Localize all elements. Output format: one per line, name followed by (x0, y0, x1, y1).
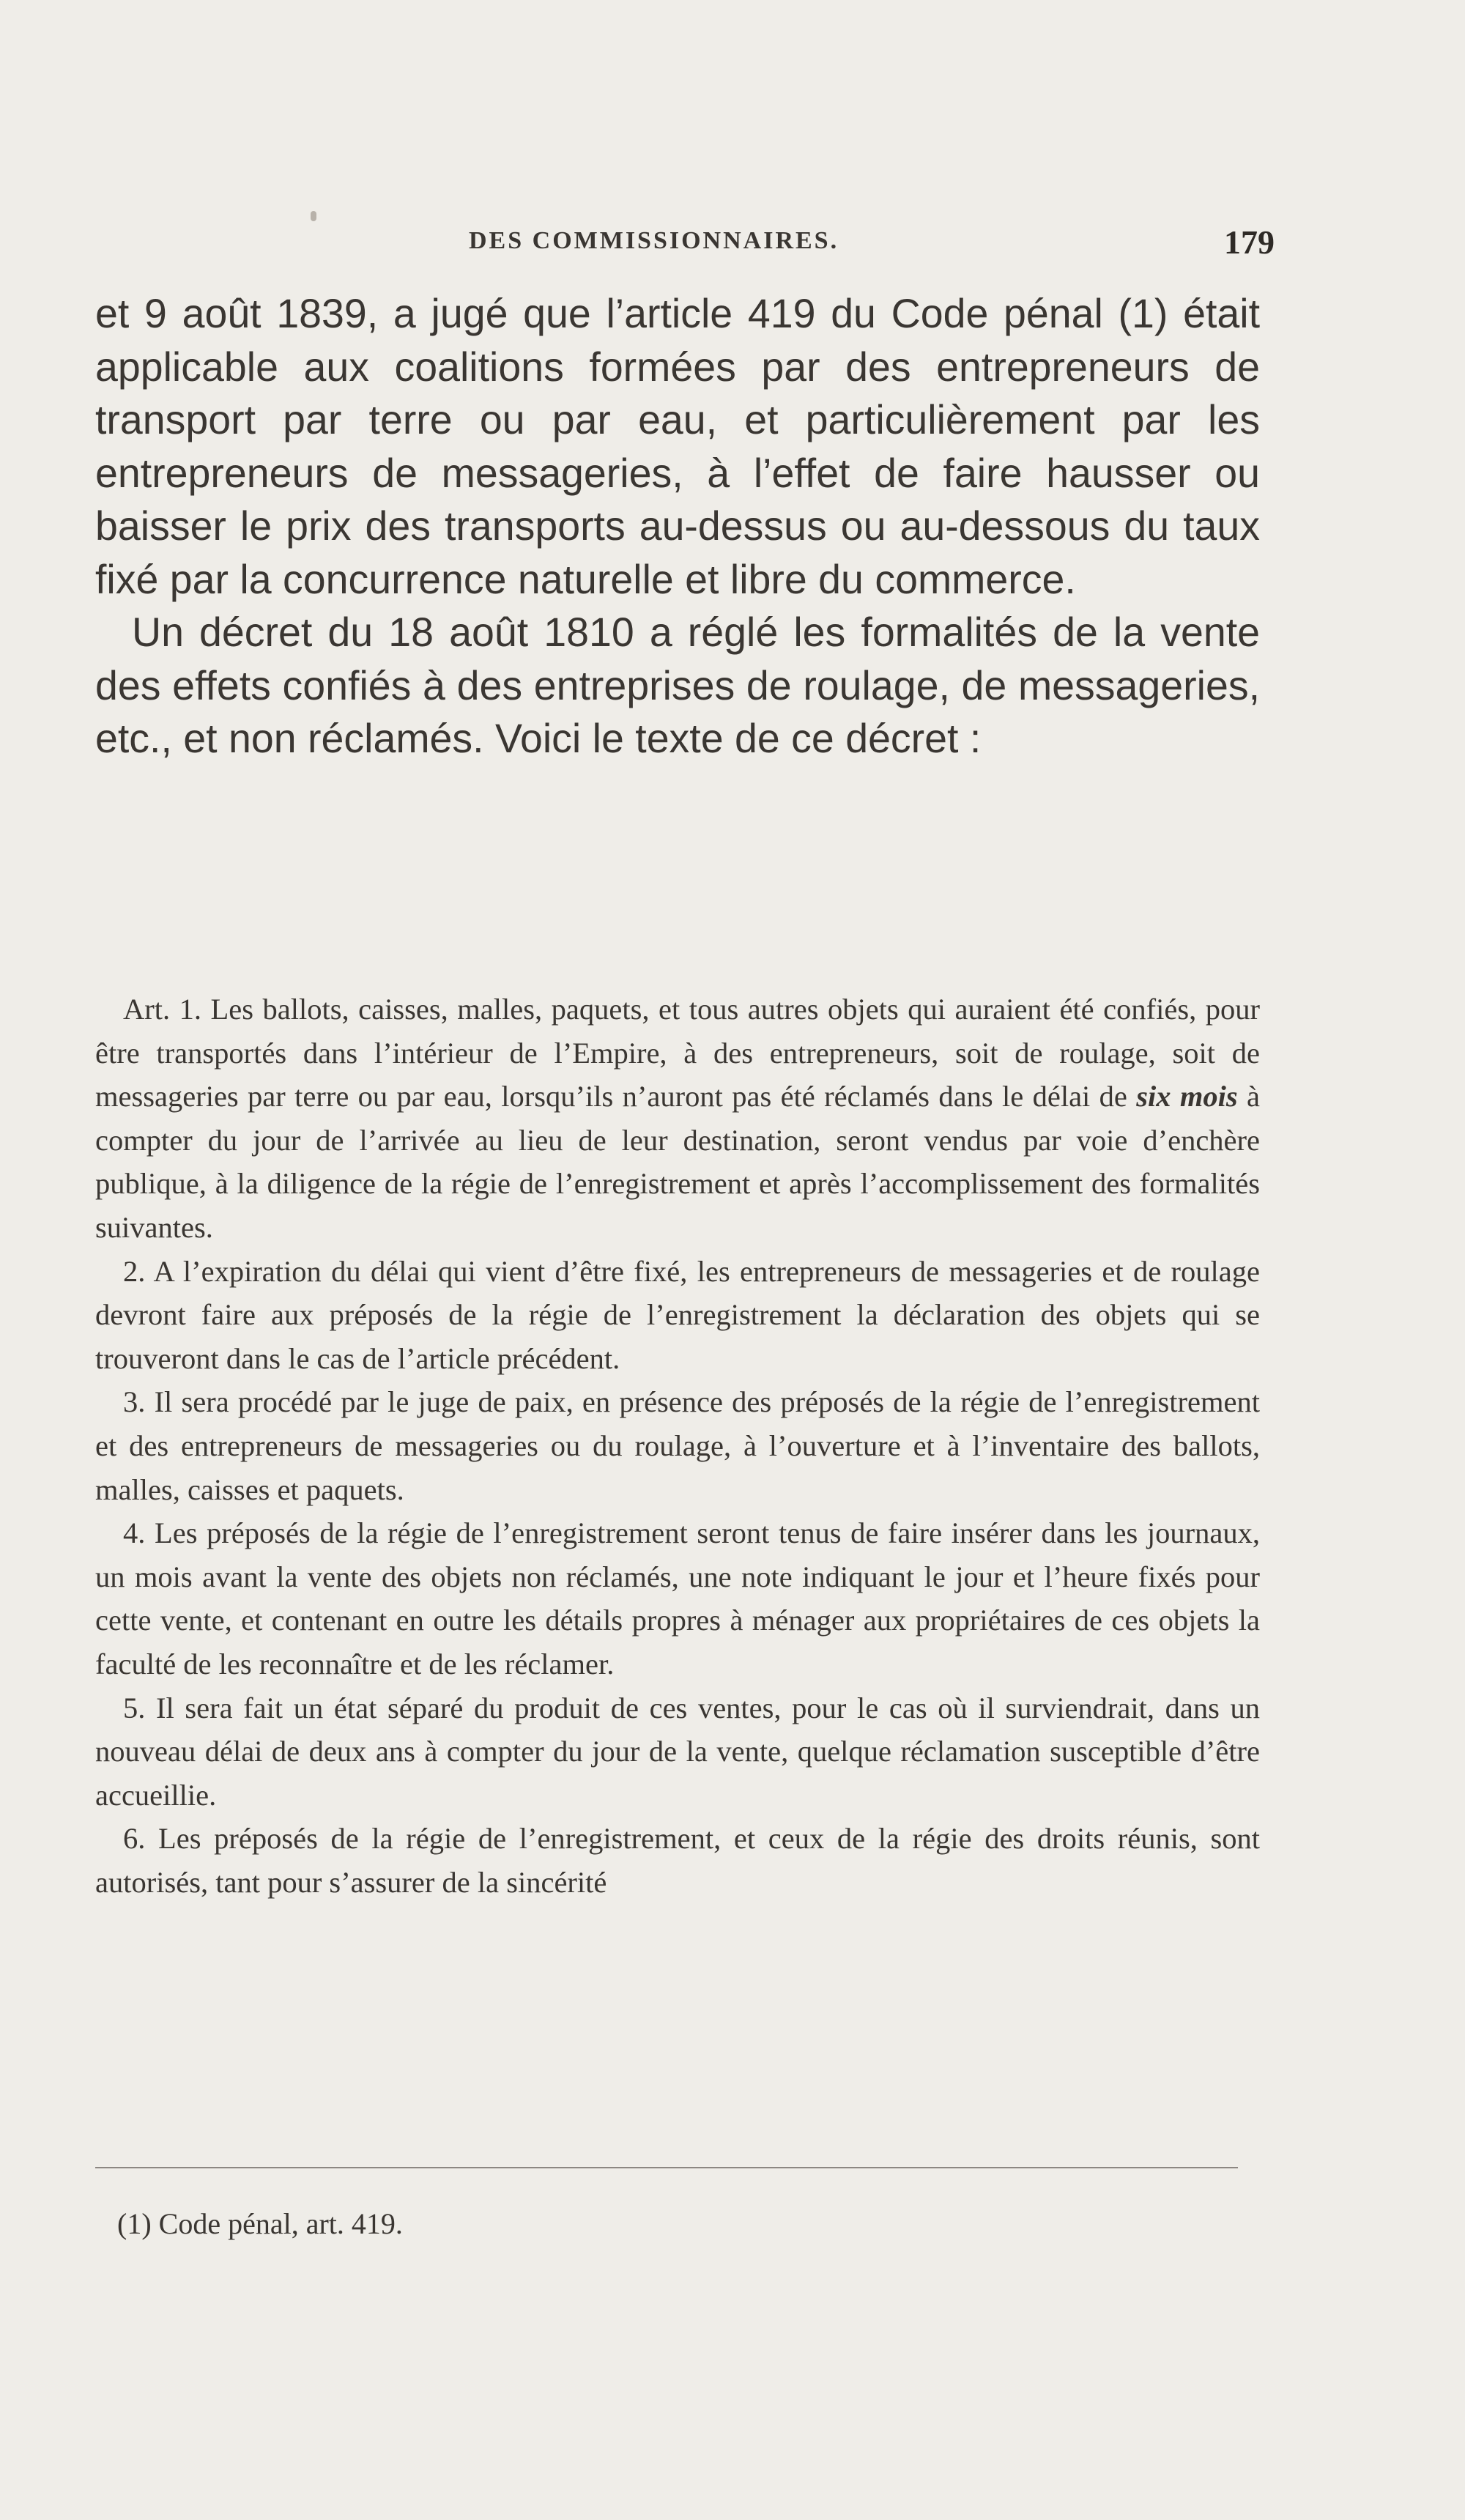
decree-article-6: 6. Les préposés de la régie de l’enregistrement, et ceux de la régie des droits réunis, sont autorisés, tant pour s’assurer de la sincérité (95, 1822, 1260, 1899)
decree-article-4: 4. Les préposés de la régie de l’enregistrement seront tenus de faire insérer dans les journaux, un mois avant la vente des objets non réclamés, une note indiquant le jour et l’heure fixés pour cette vente, et contenant en outre les détails propres à ménager aux propriétaires de ces objets la faculté de les reconnaître et de les réclamer. (95, 1516, 1260, 1680)
article-1-text-start: Art. 1. Les ballots, caisses, malles, paquets, et tous autres objets qui auraient été confiés, pour être transportés dans l’intérieur de l’Empire, à des entrepreneurs, soit de roulage, soit de messageries par terre ou par eau, lorsqu’ils n’auront pas été réclamés dans le délai de (95, 993, 1260, 1113)
page-header (469, 223, 1275, 271)
decree-text (95, 987, 1260, 1904)
article-1-italic-term: six mois (1136, 1080, 1238, 1113)
decree-article-2: 2. A l’expiration du délai qui vient d’être fixé, les entrepreneurs de messageries et de roulage devront faire aux préposés de la régie de l’enregistrement la déclaration des objets qui se trouveront dans le cas de l’article précédent. (95, 1254, 1260, 1375)
decree-article-1 (95, 987, 1260, 1250)
decree-article-5: 5. Il sera fait un état séparé du produit de ces ventes, pour le cas où il surviendrait, dans un nouveau délai de deux ans à compter du jour de la vente, quelque réclamation susceptible d’être accueillie. (95, 1691, 1260, 1812)
main-text (95, 287, 1260, 766)
decree-article-3: 3. Il sera procédé par le juge de paix, en présence des préposés de la régie de l’enregistrement et des entrepreneurs de messageries ou du roulage, à l’ouverture et à l’inventaire des ballots, malles, caisses et paquets. (95, 1385, 1260, 1506)
paragraph-continued: et 9 août 1839, a jugé que l’article 419 du Code pénal (1) était applicable aux coalitions formées par des entrepreneurs de transport par terre ou par eau, et particulièrement par les entrepreneurs de messageries, à l’effet de faire hausser ou baisser le prix des transports au-dessus ou au-dessous du taux fixé par la concurrence naturelle et libre du commerce. (95, 291, 1260, 602)
running-head: DES COMMISSIONNAIRES. (469, 227, 839, 254)
footnote: (1) Code pénal, art. 419. (117, 2207, 403, 2240)
page-number: 179 (1224, 223, 1275, 261)
paper-speck (311, 211, 316, 221)
article-1-text-end: à compter du jour de l’arrivée au lieu de leur destination, seront vendus par voie d’enchère publique, à la diligence de la régie de l’enregistrement et après l’accomplissement des formalités suivantes. (95, 1080, 1261, 1244)
footnote-rule (95, 2167, 1238, 2168)
paragraph-decree-intro: Un décret du 18 août 1810 a réglé les formalités de la vente des effets confiés à des entreprises de roulage, de messageries, etc., et non réclamés. Voici le texte de ce décret : (95, 609, 1260, 761)
